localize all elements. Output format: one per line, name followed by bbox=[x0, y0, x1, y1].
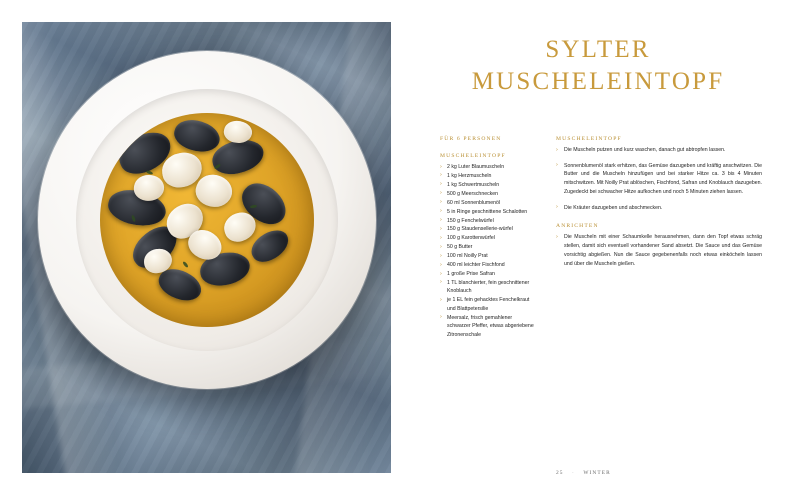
list-item: › 50 g Butter bbox=[440, 243, 536, 251]
list-item: › Meersalz, frisch gemahlener schwarzer Pfeffer, etwas abgeriebene Zitronenschale bbox=[440, 314, 536, 339]
recipe-text-page bbox=[440, 0, 800, 495]
saffron-broth bbox=[100, 113, 314, 327]
method-column bbox=[556, 136, 762, 275]
list-item: › 1 kg Herzmuscheln bbox=[440, 172, 536, 180]
section-label: WINTER bbox=[583, 470, 611, 476]
list-item: › 100 ml Noilly Prat bbox=[440, 252, 536, 260]
list-item: › Sonnenblumenöl stark erhitzen, das Gemüse dazugeben und kräftig anschwitzen. Die Butter und die Muscheln hinzufügen und bei starker Hitze ca. 3 bis 4 Minuten mitschwitzen. Mit Noilly Prat ablöschen, Fischfond, Safran und Knoblauch dazugeben. Zugedeckt bei schwacher Hitze aufkochen und noch 5 Minuten ziehen lassen. bbox=[556, 162, 762, 197]
ingredients-column bbox=[440, 136, 536, 339]
list-item: › Die Kräuter dazugeben und abschmecken. bbox=[556, 204, 762, 213]
method-steps bbox=[556, 146, 762, 212]
page-number: 25 bbox=[556, 470, 564, 476]
list-item: › Die Muscheln mit einer Schaumkelle herausnehmen, dann den Topf etwas schräg stellen, damit sich eventuell vorhandener Sand absetzt. Die Sauce und das Gemüse vorsichtig abgießen. Nun die Sauce gegebenenfalls noch etwas einköcheln lassen und über die Muscheln gießen. bbox=[556, 233, 762, 268]
list-item: › 500 g Meerschnecken bbox=[440, 190, 536, 198]
method-heading: MUSCHELEINTOPF bbox=[556, 136, 622, 142]
serving-heading: ANRICHTEN bbox=[556, 223, 599, 230]
ingredients-heading: MUSCHELEINTOPF bbox=[440, 153, 506, 159]
servings-heading: FÜR 6 PERSONEN bbox=[440, 136, 502, 142]
ingredients-list bbox=[440, 163, 536, 339]
recipe-photo bbox=[22, 22, 391, 473]
list-item: › 150 g Fenchelwürfel bbox=[440, 217, 536, 225]
list-item: › 1 kg Schwertmuscheln bbox=[440, 181, 536, 189]
list-item: › 1 TL blanchierter, fein geschnittener Knoblauch bbox=[440, 279, 536, 296]
list-item: › 5 in Ringe geschnittene Schalotten bbox=[440, 208, 536, 216]
list-item: › 400 ml leichter Fischfond bbox=[440, 261, 536, 269]
page-title bbox=[440, 34, 756, 98]
list-item: › 1 große Prise Safran bbox=[440, 270, 536, 278]
list-item: › Die Muscheln putzen und kurz waschen, danach gut abtropfen lassen. bbox=[556, 146, 762, 155]
recipe-title-line-2: MUSCHELEINTOPF bbox=[471, 68, 725, 95]
list-item: › 100 g Karottenwürfel bbox=[440, 234, 536, 242]
list-item: › 150 g Staudensellerie-würfel bbox=[440, 225, 536, 233]
list-item: › 2 kg Luter Blaumuscheln bbox=[440, 163, 536, 171]
white-plate bbox=[38, 51, 376, 389]
list-item: › 60 ml Sonnenblumenöl bbox=[440, 199, 536, 207]
page-footer bbox=[556, 470, 611, 476]
footer-separator: · bbox=[572, 470, 575, 476]
serving-steps bbox=[556, 233, 762, 268]
list-item: › je 1 EL fein gehacktes Fenchelkraut und Blattpetersilie bbox=[440, 296, 536, 313]
herb-garnish bbox=[182, 261, 189, 268]
recipe-title-line-1: SYLTER bbox=[545, 36, 651, 63]
